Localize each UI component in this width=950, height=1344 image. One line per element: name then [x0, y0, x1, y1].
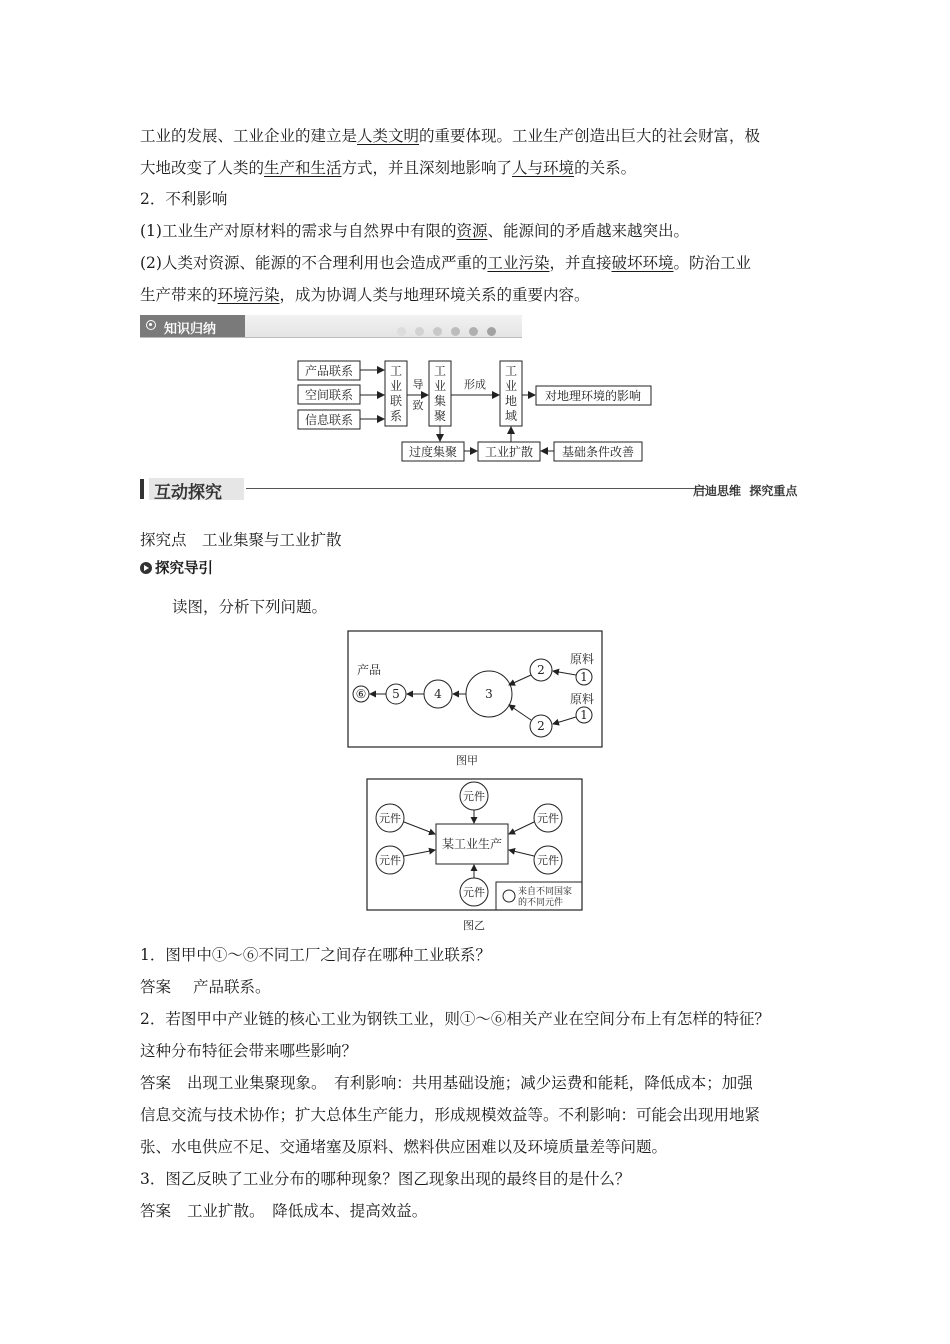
answer-label: 答案	[140, 1202, 172, 1220]
underlined-term: 生产和生活	[264, 159, 342, 177]
answer-2-line3: 张、水电供应不足、交通堵塞及原料、燃料供应困难以及环境质量差等问题。	[140, 1138, 668, 1156]
dot-icon	[415, 327, 424, 336]
text: ，成为协调人类与地理环境关系的重要内容。	[279, 286, 590, 304]
underlined-term: 环境污染	[217, 286, 280, 304]
raw-material-label-top: 原料	[570, 652, 595, 666]
answer-text: 出现工业集聚现象。 有利影响：共用基础设施；减少运费和能耗，降低成本；加强	[187, 1074, 753, 1092]
agglomeration-char: 聚	[433, 409, 447, 423]
knowledge-banner-label: 知识归纳	[164, 322, 217, 337]
lead-to-char: 导	[412, 378, 424, 391]
interactive-title: 互动探究	[154, 483, 222, 503]
explore-guide-label: 探究导引	[155, 561, 213, 577]
question-2-line2: 这种分布特征会带来哪些影响？	[140, 1042, 358, 1060]
industry-link-char: 工	[389, 364, 403, 378]
explore-point: 探究点 工业集聚与工业扩散	[140, 531, 342, 549]
legend-line2: 的不同元件	[518, 898, 564, 908]
text: 的重要体现。工业生产创造出巨大的社会财富，极	[419, 127, 761, 145]
answer-3	[140, 1201, 427, 1221]
text: 方式，并且深刻地影响了	[341, 159, 513, 177]
part-label: 元件	[379, 812, 401, 825]
legend-circle-icon	[503, 890, 515, 902]
part-label: 元件	[463, 790, 485, 803]
text: (2)人类对资源、能源的不合理利用也会造成严重的	[140, 254, 488, 272]
text: ，并直接	[549, 254, 612, 272]
answer-2-line2: 信息交流与技术协作；扩大总体生产能力，形成规模效益等。不利影响：可能会出现用地紧	[140, 1106, 761, 1124]
raw-material-label-bottom: 原料	[570, 692, 595, 706]
dot-icon	[397, 327, 406, 336]
part-label: 元件	[537, 854, 559, 867]
form-label: 形成	[464, 378, 486, 391]
region-char: 地	[504, 394, 518, 408]
knowledge-flow-diagram	[290, 355, 660, 467]
text: 、能源间的矛盾越来越突出。	[487, 222, 689, 240]
answer-label: 答案	[140, 978, 172, 996]
knowledge-banner	[140, 315, 522, 338]
interactive-banner	[140, 476, 812, 502]
node-5-label: 5	[392, 687, 400, 701]
underlined-term: 资源	[456, 222, 488, 240]
answer-1	[140, 977, 271, 997]
text: 。防治工业	[673, 254, 752, 272]
read-figure-text: 读图，分析下列问题。	[172, 598, 328, 616]
region-char: 业	[504, 379, 518, 393]
banner-bar-icon	[140, 479, 144, 499]
text: 工业的发展、工业企业的建立是	[140, 127, 358, 145]
center-label: 某工业生产	[441, 837, 503, 851]
link-label-product: 产品联系	[304, 364, 354, 378]
play-circle-icon	[140, 562, 152, 574]
explore-guide	[140, 559, 213, 579]
underlined-term: 人类文明	[357, 127, 420, 145]
section2-item2-line1	[140, 253, 751, 273]
target-icon	[146, 320, 156, 330]
node-2-top-label: 2	[537, 663, 545, 677]
answer-label: 答案	[140, 1074, 172, 1092]
text: (1)工业生产对原材料的需求与自然界中有限的	[140, 222, 457, 240]
product-label: 产品	[357, 663, 382, 677]
legend-line1: 来自不同国家	[518, 887, 573, 897]
agglomeration-char: 工	[433, 364, 447, 378]
text: 的关系。	[574, 159, 637, 177]
link-label-info: 信息联系	[304, 413, 354, 427]
link-label-space: 空间联系	[304, 388, 354, 402]
figure-a-frame	[348, 631, 602, 747]
region-char: 工	[504, 364, 518, 378]
node-3-label: 3	[485, 687, 493, 701]
industry-link-char: 系	[389, 409, 403, 423]
underlined-term: 工业污染	[487, 254, 550, 272]
para1-line1	[140, 126, 760, 146]
section2-title: 2．不利影响	[140, 190, 228, 208]
banner-dots	[397, 321, 496, 331]
impact-label: 对地理环境的影响	[544, 389, 642, 403]
part-label: 元件	[537, 812, 559, 825]
interactive-right: 启迪思维 探究重点	[693, 484, 798, 498]
node-2-bottom-label: 2	[537, 719, 545, 733]
section2-item1	[140, 221, 689, 241]
industry-link-char: 业	[389, 379, 403, 393]
part-label: 元件	[379, 854, 401, 867]
node-4-label: 4	[434, 687, 442, 701]
figure-a-caption: 图甲	[456, 754, 478, 767]
node-1-top-label: 1	[580, 670, 588, 684]
question-2-line1: 2．若图甲中产业链的核心工业为钢铁工业，则①～⑥相关产业在空间分布上有怎样的特征？	[140, 1010, 770, 1028]
lead-to-char: 致	[412, 399, 424, 412]
text: 大地改变了人类的	[140, 159, 265, 177]
industry-link-char: 联	[389, 394, 403, 408]
dot-icon	[433, 327, 442, 336]
over-agg-label: 过度集聚	[408, 445, 458, 459]
figure-a	[347, 630, 603, 770]
answer-text: 工业扩散。 降低成本、提高效益。	[187, 1202, 428, 1220]
dot-icon	[451, 327, 460, 336]
text: 生产带来的	[140, 286, 218, 304]
para1-line2	[140, 158, 636, 178]
knowledge-banner-tab	[140, 315, 245, 337]
node-6-label: ⑥	[355, 687, 367, 701]
banner-rule	[246, 488, 706, 489]
section2-item2-line2	[140, 285, 590, 305]
question-1: 1．图甲中①～⑥不同工厂之间存在哪种工业联系？	[140, 946, 491, 964]
figure-b-caption: 图乙	[463, 919, 485, 932]
underlined-term: 人与环境	[512, 159, 575, 177]
region-char: 域	[504, 409, 518, 423]
diffusion-label: 工业扩散	[484, 445, 534, 459]
part-label: 元件	[463, 886, 485, 899]
dot-icon	[469, 327, 478, 336]
answer-2-line1	[140, 1073, 753, 1093]
answer-text: 产品联系。	[193, 978, 271, 996]
improve-label: 基础条件改善	[561, 445, 635, 459]
underlined-term: 破坏环境	[611, 254, 674, 272]
figure-b	[366, 778, 588, 934]
node-1-bottom-label: 1	[580, 708, 588, 722]
agglomeration-char: 集	[433, 394, 447, 408]
dot-icon	[487, 327, 496, 336]
agglomeration-char: 业	[433, 379, 447, 393]
question-3: 3．图乙反映了工业分布的哪种现象？图乙现象出现的最终目的是什么？	[140, 1170, 631, 1188]
